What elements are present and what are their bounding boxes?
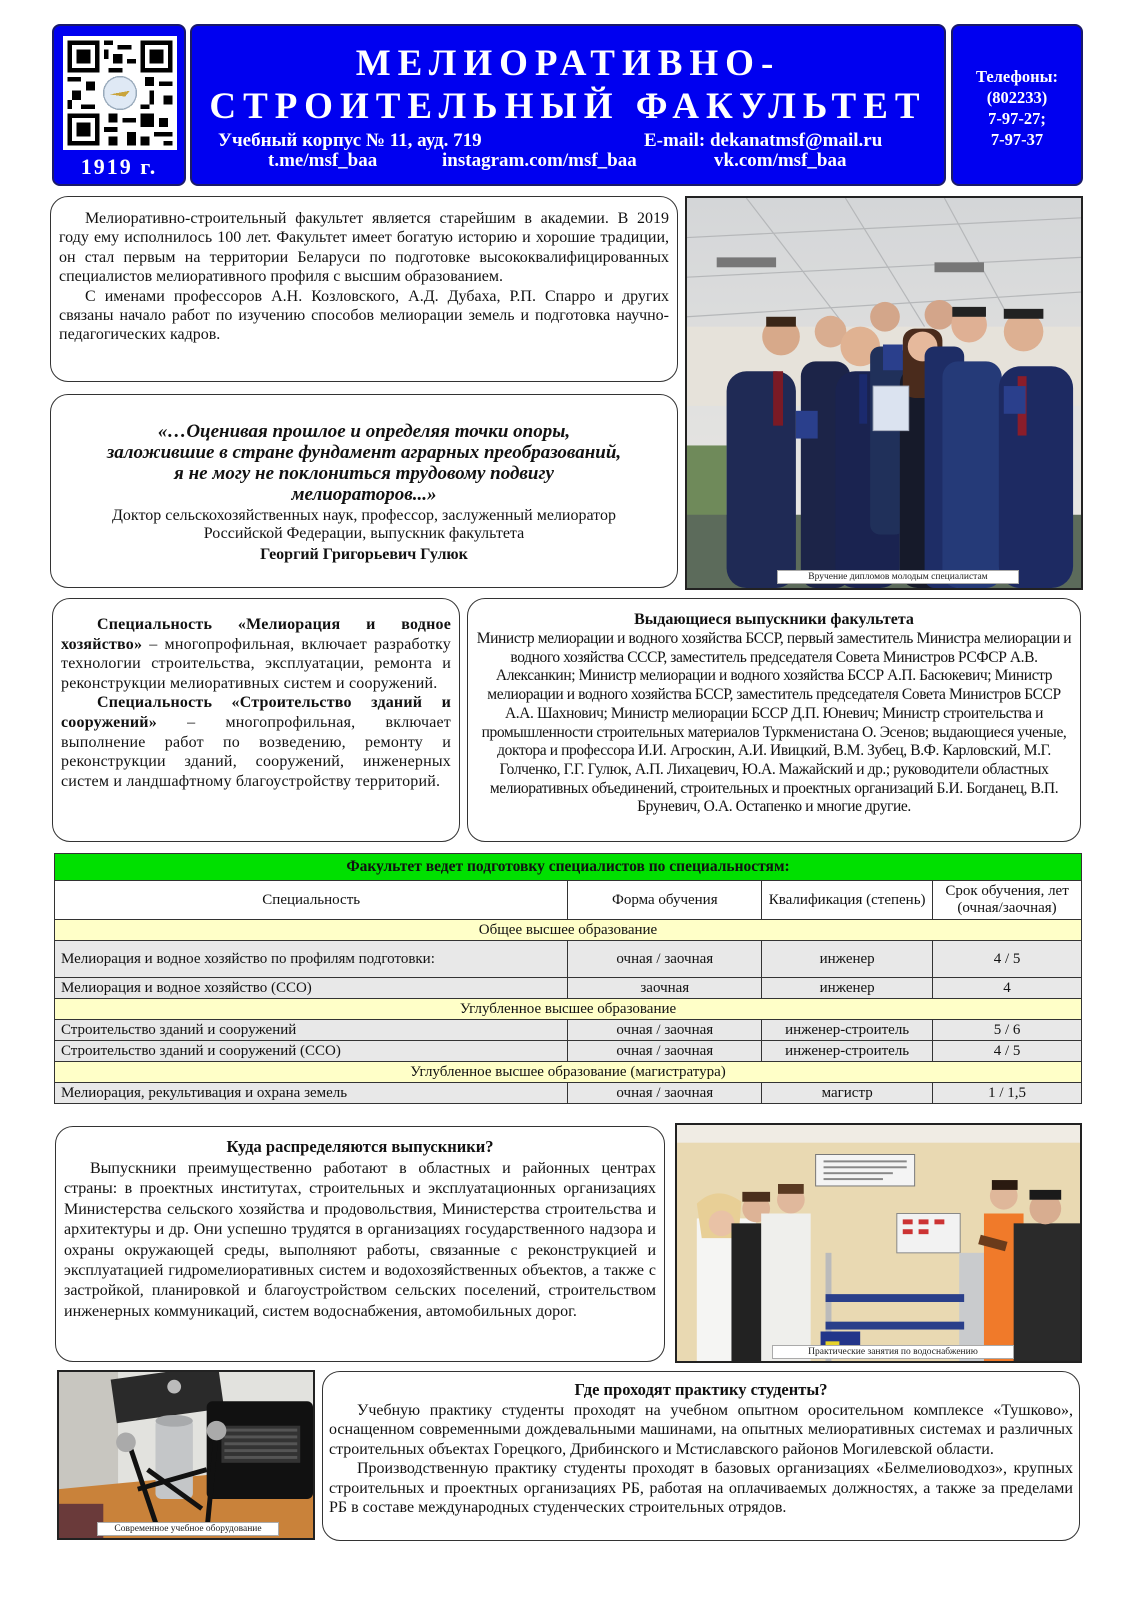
practice-paragraph: Учебную практику студенты проходят на учебном опытном оросительном комплексе «Тушково», оснащенном современными дождевальными машинами, на опытных мелиоративных системах и различных строительных объектах Горецкого, Дрибинского и Мстиславского районов Могилевской области. [329,1402,1073,1458]
faculty-title-line1: МЕЛИОРАТИВНО- [355,43,781,84]
table-row [55,1041,1082,1062]
quote-line: заложившие в стране фундамент аграрных преобразований, [106,442,622,463]
practice-title: Где проходят практику студенты? [574,1380,828,1399]
alumni-title: Выдающиеся выпускники факультета [634,611,914,628]
quote-line: мелиораторов...» [291,484,437,505]
intro-paragraph: С именами профессоров А.Н. Козловского, А.Д. Дубаха, Р.П. Спарро и других связаны начало работ по изучению способов мелиорации земель и подготовка научно-педагогических кадров. [59,287,669,344]
equipment-photo-caption: Современное учебное оборудование [97,1522,279,1536]
column-header-specialty: Специальность [55,881,568,920]
founded-year: 1919 г. [80,154,158,179]
quote-line: «…Оценивая прошлое и определяя точки опоры, [157,421,571,442]
cell-specialty: Мелиорация, рекультивация и охрана земель [55,1083,568,1104]
lab-photo [675,1123,1082,1363]
specialty-2-text: – многопрофильная, включает выполнение работ по возведению, ремонту и реконструкции зданий, сооружений, инженерных систем и ландшафтному благоустройству территорий. [61,713,451,790]
table-section-header: Углубленное высшее образование [55,999,1082,1020]
cell-duration: 4 / 5 [933,941,1082,978]
table-section-header: Общее высшее образование [55,920,1082,941]
cell-qualification: инженер [762,978,933,999]
cell-study-form: заочная [568,978,762,999]
table-row [55,1083,1082,1104]
specialty-2-name: Специальность «Строительство зданий и сооружений» [61,694,451,731]
vk-link[interactable]: vk.com/msf_baa [714,150,847,171]
equipment-photo-image [59,1372,313,1538]
table-title: Факультет ведет подготовку специалистов по специальностям: [55,854,1082,881]
specialties-table [54,853,1082,1104]
table-row [55,941,1082,978]
cell-study-form: очная / заочная [568,1083,762,1104]
cell-duration: 5 / 6 [933,1020,1082,1041]
lab-photo-caption: Практические занятия по водоснабжению [772,1345,1014,1359]
intro-panel [50,196,678,382]
graduation-photo-image [687,198,1081,588]
practice-panel [322,1371,1080,1541]
quote-author-name: Георгий Григорьевич Гулюк [260,546,468,563]
practice-paragraph: Производственную практику студенты проходят в базовых организациях «Белмелиоводхоз», крупных строительных и проектных организациях РБ, работая на оплачиваемых должностях, а также за пределами РБ в составе международных студенческих строительных отрядов. [329,1460,1073,1517]
column-header-qualification: Квалификация (степень) [762,881,933,920]
phones-label: Телефоны: [975,67,1059,86]
specialties-panel [52,598,460,842]
table-section-header: Углубленное высшее образование (магистратура) [55,1062,1082,1083]
qr-code-graphic [63,36,177,150]
cell-specialty: Мелиорация и водное хозяйство (ССО) [55,978,568,999]
quote-text [51,421,677,505]
equipment-photo [57,1370,315,1540]
cell-study-form: очная / заочная [568,941,762,978]
table-row [55,978,1082,999]
address: Учебный корпус № 11, ауд. 719 [218,130,482,151]
cell-qualification: инженер [762,941,933,978]
author-desc-line: Доктор сельскохозяйственных наук, профессор, заслуженный мелиоратор [112,507,616,524]
cell-specialty: Строительство зданий и сооружений (ССО) [55,1041,568,1062]
cell-duration: 4 [933,978,1082,999]
qr-code-icon[interactable] [63,36,177,150]
graduate-employment-panel [55,1126,665,1362]
cell-qualification: инженер-строитель [762,1020,933,1041]
cell-qualification: магистр [762,1083,933,1104]
employment-text: Выпускники преимущественно работают в областных и районных центрах страны: в проектных институтах, строительных и эксплуатационных организациях Министерства сельского хозяйства и продовольствия, Министерства строительства и архитектуры и др. Они успешно трудятся в организациях государственного надзора и охраны окружающей среды, выполняют работы, связанные с реконструкцией и эксплуатацией гидромелиоративных систем и водохозяйственных объектов, а также с застройкой, планировкой и благоустройством сельских поселений, строительством инженерных коммуникаций, систем водоснабжения, автомобильных дорог. [64,1160,656,1320]
quote-author-description [51,507,677,543]
cell-duration: 1 / 1,5 [933,1083,1082,1104]
cell-qualification: инженер-строитель [762,1041,933,1062]
graduation-photo-caption: Вручение дипломов молодым специалистам [777,570,1019,584]
cell-specialty: Мелиорация и водное хозяйство по профилям подготовки: [55,941,568,978]
cell-specialty: Строительство зданий и сооружений [55,1020,568,1041]
intro-paragraph: Мелиоративно-строительный факультет является старейшим в академии. В 2019 году ему исполнилось 100 лет. Факультет имеет богатую историю и хорошие традиции, он стал первым на территории Беларуси по подготовке высококвалифицированных специалистов мелиоративного профиля с высшим образованием. [59,210,669,286]
column-header-duration: Срок обучения, лет (очная/заочная) [933,881,1082,920]
specialty-1-description [61,615,451,693]
specialty-2-description [61,693,451,791]
alumni-text: Министр мелиорации и водного хозяйства БССР, первый заместитель Министра мелиорации и водного хозяйства СССР, заместитель председателя Совета Министров РСФСР А.В. Алексанкин; Министр мелиорации и водного хозяйства БССР А.П. Басюкевич; Министр мелиорации и водного хозяйства БССР, заместитель председателя Совета Министров БССР А.А. Шахнович; Министр мелиорации БССР Д.П. Юневич; Министр строительства и промышленности строительных материалов Туркменистана О. Эсенов; выдающиеся ученые, доктора и профессора И.И. Агроскин, А.И. Ивицкий, В.М. Зубец, В.Ф. Карловский, М.Г. Голченко, Г.Г. Гулюк, А.П. Лихацевич, Ю.А. Мажайский и др.; руководители областных мелиоративных объединений, строительных и проектных организаций Б.И. Богданец, В.П. Бруневич, О.А. Остапенко и многие другие. [476,630,1072,816]
quote-line: я не могу не поклониться трудовому подвигу [174,463,554,484]
column-header-study-form: Форма обучения [568,881,762,920]
graduation-photo [685,196,1083,590]
faculty-header [190,24,946,186]
telegram-link[interactable]: t.me/msf_baa [268,150,378,171]
employment-title: Куда распределяются выпускники? [226,1137,494,1156]
phones-block [951,24,1083,186]
faculty-title-line2: СТРОИТЕЛЬНЫЙ ФАКУЛЬТЕТ [209,86,927,127]
cell-study-form: очная / заочная [568,1020,762,1041]
lab-photo-image [677,1125,1080,1361]
cell-study-form: очная / заочная [568,1041,762,1062]
phone-code: (802233) [986,88,1048,107]
phone-2: 7-97-37 [990,130,1044,149]
qr-code-block [52,24,186,186]
author-desc-line: Российской Федерации, выпускник факультета [203,525,525,542]
email-link[interactable]: E-mail: dekanatmsf@mail.ru [644,130,883,151]
instagram-link[interactable]: instagram.com/msf_baa [442,150,637,171]
quote-panel [50,394,678,588]
cell-duration: 4 / 5 [933,1041,1082,1062]
alumni-panel [467,598,1081,842]
phone-1: 7-97-27; [988,109,1046,128]
specialty-1-text: – многопрофильная, включает разработку технологии строительства, эксплуатации, ремонта и реконструкции мелиоративных систем и сооружений. [61,635,451,692]
specialty-1-name: Специальность «Мелиорация и водное хозяйство» [61,616,451,653]
table-row [55,1020,1082,1041]
